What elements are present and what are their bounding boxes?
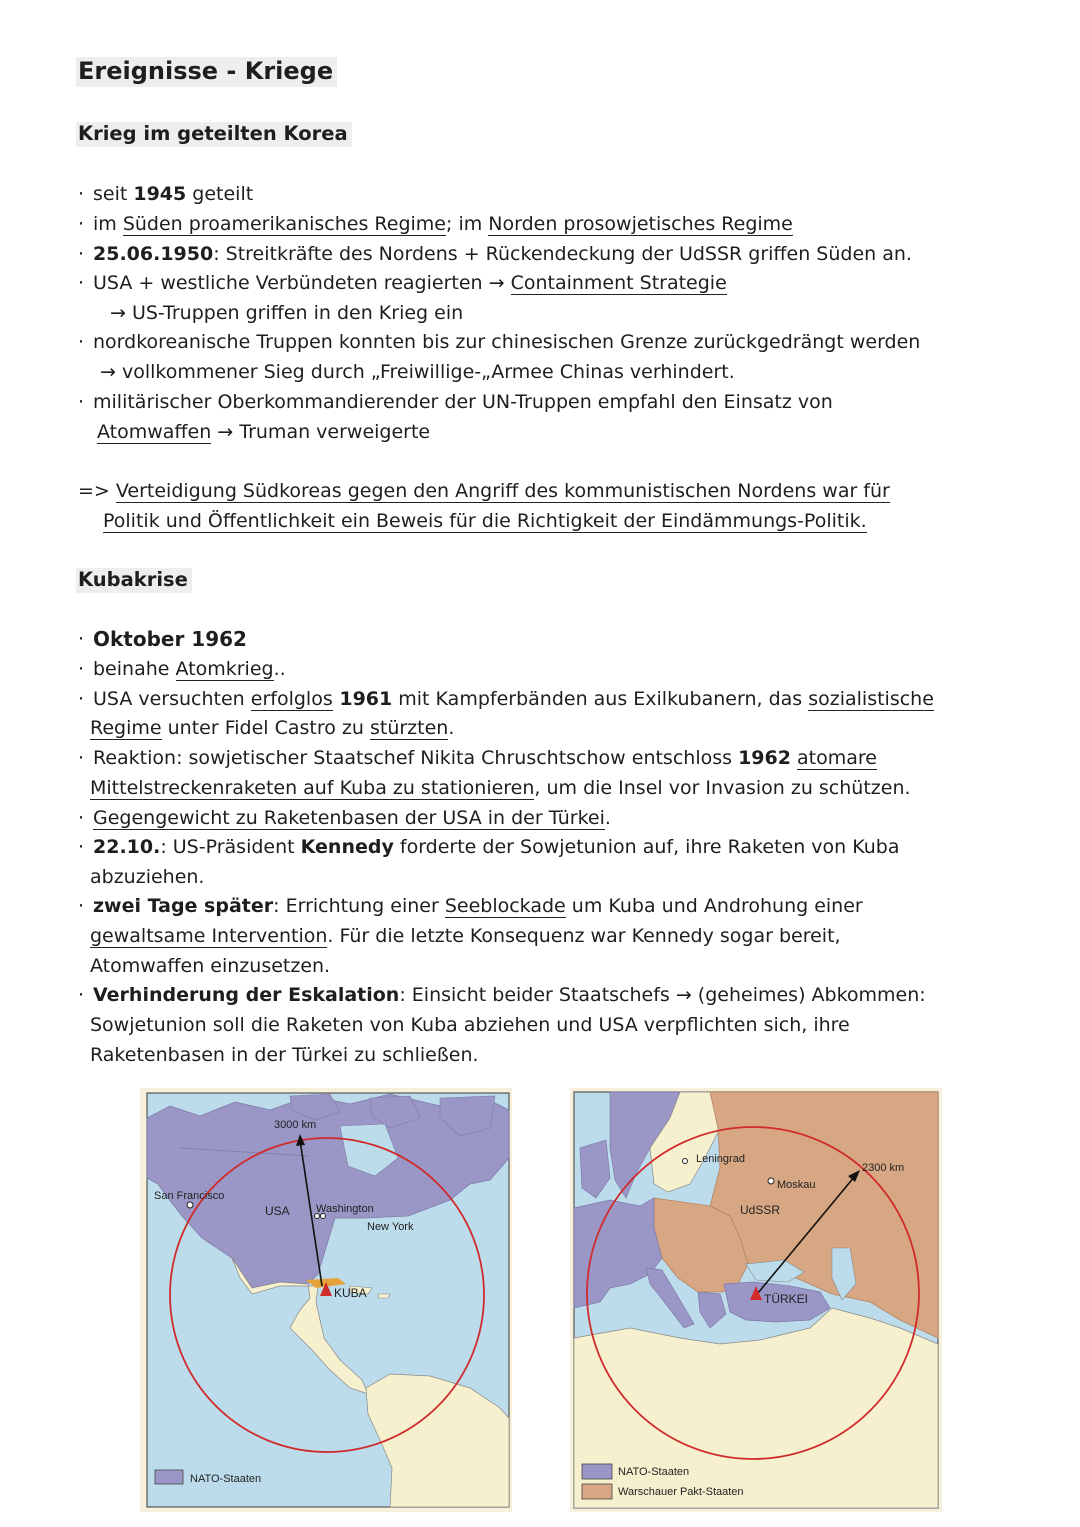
label-san-francisco: San Francisco [154,1190,225,1202]
kuba-line-13: Verhinderung der Eskalation: Einsicht beider Staatschefs → (geheimes) Abkommen: [93,984,926,1006]
kuba-line-11: gewaltsame Intervention. Für die letzte Konsequenz war Kennedy sogar bereit, [90,925,841,947]
legend-nato-swatch [582,1464,612,1479]
bullet: · [78,895,85,917]
label-usa: USA [265,1204,290,1218]
korea-conclusion-2: Politik und Öffentlichkeit ein Beweis für die Richtigkeit der Eindämmungs-Politik. [103,510,867,532]
kuba-line-3: USA versuchten erfolglos 1961 mit Kampferbänden aus Exilkubanern, das sozialistische [93,688,934,710]
label-leningrad: Leningrad [696,1153,745,1165]
korea-line-1: seit 1945 geteilt [93,183,254,205]
korea-line-3: 25.06.1950: Streitkräfte des Nordens + Rückendeckung der UdSSR griffen Süden an. [93,243,912,265]
korea-line-9: Atomwaffen → Truman verweigerte [97,421,431,443]
label-washington: Washington [316,1203,374,1215]
kuba-line-6: Mittelstreckenraketen auf Kuba zu stationieren, um die Insel vor Invasion zu schützen. [90,777,911,799]
legend-nato-swatch [155,1470,183,1484]
bullet: · [78,807,85,829]
kuba-line-8: 22.10.: US-Präsident Kennedy forderte der Sowjetunion auf, ihre Raketen von Kuba [93,836,900,858]
map-americas [140,1088,512,1512]
bullet: · [78,331,85,353]
bullet: · [78,747,85,769]
kuba-line-14: Sowjetunion soll die Raketen von Kuba abziehen und USA verpflichten sich, ihre [90,1014,850,1036]
korea-line-7: → vollkommener Sieg durch „Freiwillige-„Armee Chinas verhindert. [100,361,735,383]
kuba-line-10: zwei Tage später: Errichtung einer Seeblockade um Kuba und Androhung einer [93,895,863,917]
legend-nato-label: NATO-Staaten [190,1473,262,1485]
korea-line-6: nordkoreanische Truppen konnten bis zur chinesischen Grenze zurückgedrängt werden [93,331,921,353]
bullet: · [78,213,85,235]
bullet: · [78,628,85,650]
label-2300km: 2300 km [862,1162,905,1174]
legend-warsaw-swatch [582,1484,612,1499]
kuba-line-7: Gegengewicht zu Raketenbasen der USA in der Türkei. [93,807,611,829]
bullet: · [78,688,85,710]
bullet: · [78,391,85,413]
label-moskau: Moskau [777,1179,816,1191]
bullet: · [78,272,85,294]
korea-line-4: USA + westliche Verbündeten reagierten → Containment Strategie [93,272,727,294]
label-udssr: UdSSR [740,1203,781,1217]
kuba-line-2: beinahe Atomkrieg.. [93,658,286,680]
korea-line-2: im Süden proamerikanisches Regime; im Norden prosowjetisches Regime [93,213,793,235]
label-new-york: New York [367,1221,414,1233]
bullet: · [78,243,85,265]
kuba-line-4: Regime unter Fidel Castro zu stürzten. [90,717,455,739]
bullet: · [78,984,85,1006]
bullet: · [78,658,85,680]
bullet: · [78,183,85,205]
page-title: Ereignisse - Kriege [76,57,337,87]
kuba-line-5: Reaktion: sowjetischer Staatschef Nikita Chruschtschow entschloss 1962 atomare [93,747,877,769]
korea-line-5: → US-Truppen griffen in den Krieg ein [110,302,464,324]
kuba-line-1: Oktober 1962 [93,627,247,651]
kuba-line-9: abzuziehen. [90,866,205,888]
legend-warsaw-label: Warschauer Pakt-Staaten [618,1486,744,1498]
korea-line-8: militärischer Oberkommandierender der UN-Truppen empfahl den Einsatz von [93,391,833,413]
label-kuba: KUBA [334,1286,367,1300]
legend-nato-label: NATO-Staaten [618,1466,690,1478]
korea-conclusion-1: => Verteidigung Südkoreas gegen den Angriff des kommunistischen Nordens war für [78,480,890,502]
kuba-line-12: Atomwaffen einzusetzen. [90,955,331,977]
kuba-heading: Kubakrise [76,568,192,593]
label-tuerkei: TÜRKEI [764,1292,809,1306]
label-3000km: 3000 km [274,1119,317,1131]
map-europe [570,1088,942,1512]
kuba-line-15: Raketenbasen in der Türkei zu schließen. [90,1044,479,1066]
bullet: · [78,836,85,858]
korea-heading: Krieg im geteilten Korea [76,122,352,147]
